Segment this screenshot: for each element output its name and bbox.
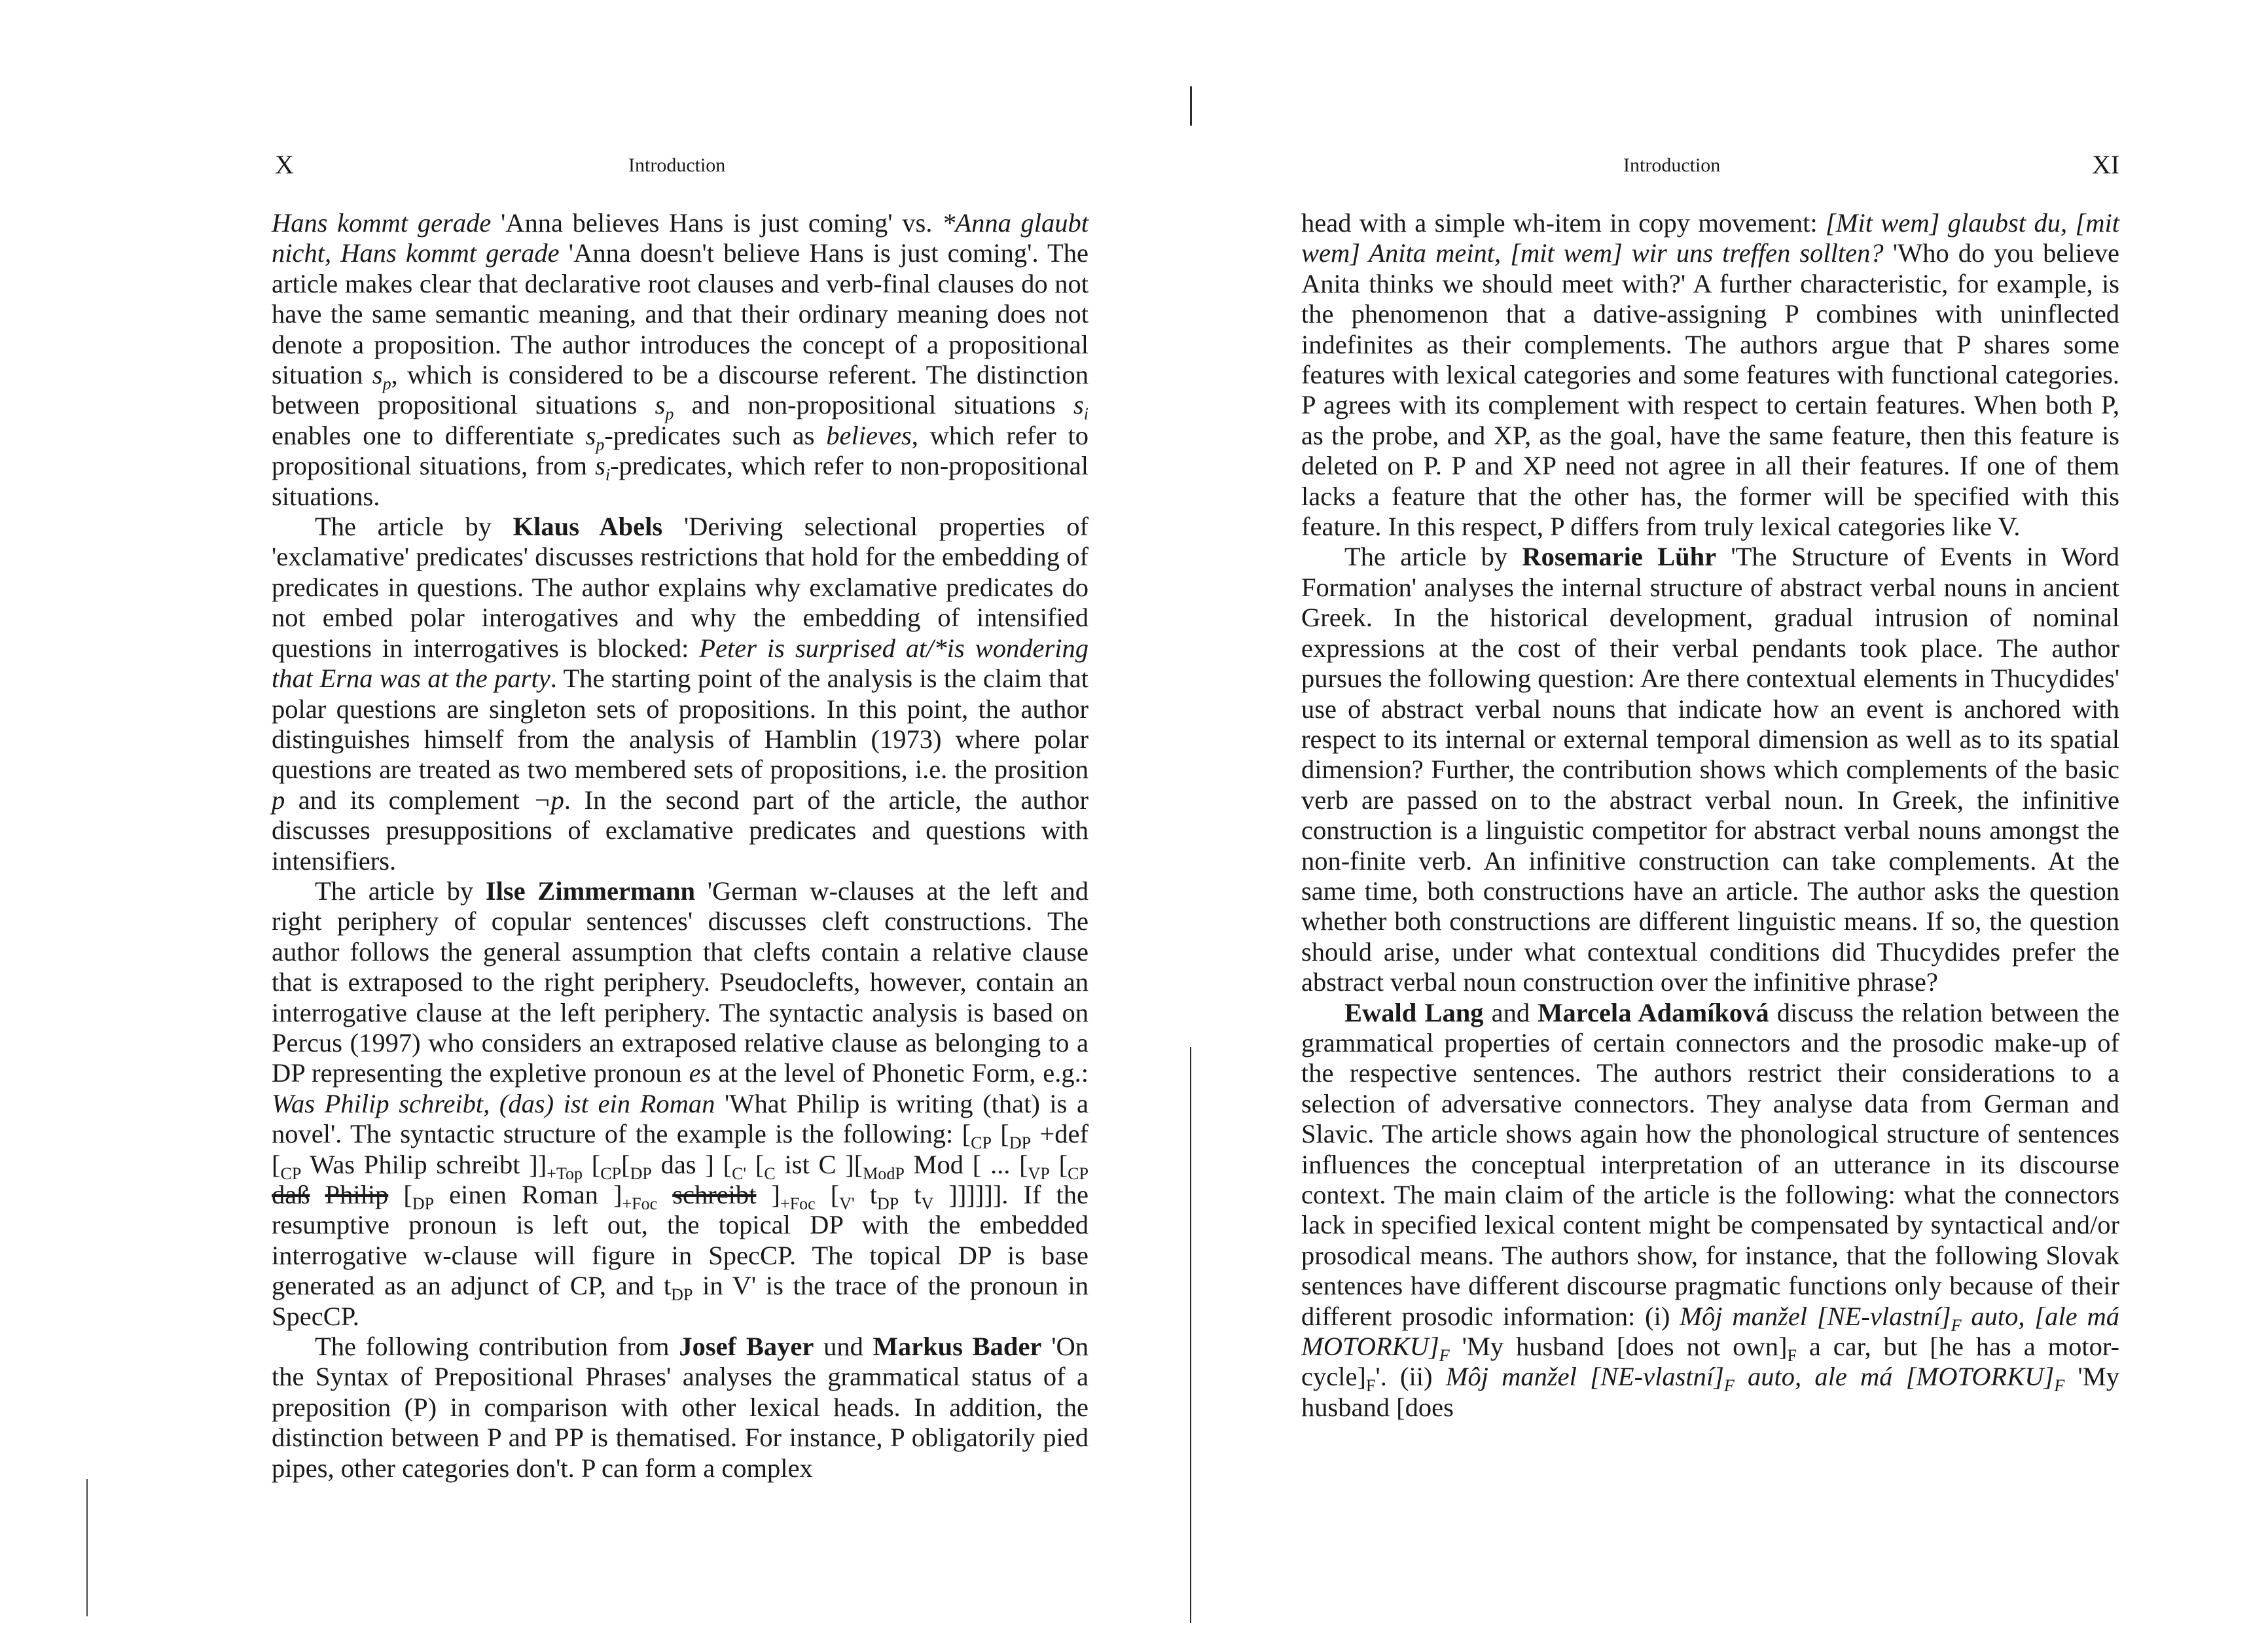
paragraph: The following contribution from Josef Bayer und Markus Bader 'On the Syntax of Prepositional Phrases' analyses the grammatical status of a preposition (P) in comparison with other lexical heads. In addition, the distinction between P and PP is thematised. For instance, P obligatorily pied pipes, other categories don't. P can form a complex [272, 1332, 1089, 1483]
author-name: Markus Bader [873, 1332, 1042, 1362]
running-head: Introduction [628, 154, 726, 176]
scan-edge-mark [86, 1479, 88, 1616]
author-name: Marcela Adamíková [1538, 997, 1769, 1027]
paragraph: Ewald Lang and Marcela Adamíková discuss the relation between the grammatical properties of certain connectors and the prosodic make-up of the respective sentences. The authors restrict their considerations to a selection of adversative connectors. They analyse data from German and Slavic. The article shows again how the phonological structure of sentences influences the conceptual interpretation of an utterance in its discourse context. The main claim of the article is the following: what the connectors lack in specified lexical content might be compensated by syntactical and/or prosodical means. The authors show, for instance, that the following Slovak sentences have different discourse pragmatic functions only because of their different prosodic information: (i) Môj manžel $[NE-vlastní]_F$ auto, [ale má $MOTORKU]_F$ 'My husband [does not $own]_F$ a car, but [he has a motor-$cycle]_F'$. (ii) Môj manžel $[NE-vlastní]_F$ auto, ale má $[MOTORKU]_F$ 'My husband [does [1301, 997, 2120, 1422]
page-number: XI [2092, 150, 2120, 179]
author-name: Rosemarie Lühr [1522, 542, 1717, 572]
paragraph: The article by Rosemarie Lühr 'The Structure of Events in Word Formation' analyses the internal structure of abstract verbal nouns in ancient Greek. In the historical development, gradual intrusion of nominal expressions at the cost of their verbal pendants took place. The author pursues the following question: Are there contextual elements in Thucydides' use of abstract verbal nouns that indicate how an event is anchored with respect to its internal or external temporal dimension as well as to its spatial dimension? Further, the contribution shows which complements of the basic verb are passed on to the abstract verbal noun. In Greek, the infinitive construction is a linguistic competitor for abstract verbal nouns amongst the non-finite verb. An infinitive construction can take complements. At the same time, both constructions have an article. The author asks the question whether both constructions are different linguistic means. If so, the question should arise, under what contextual conditions did Thucydides prefer the abstract verbal noun construction over the infinitive phrase? [1301, 542, 2120, 997]
body-text [272, 208, 1089, 1483]
page-number: X [275, 150, 294, 179]
paragraph: The article by Klaus Abels 'Deriving selectional properties of 'exclamative' predicates' discusses restrictions that hold for the embedding of predicates in questions. The author explains why exclamative predicates do not embed polar interogatives and why the embedding of intensified questions in interrogatives is blocked: Peter is surprised at/*is wondering that Erna was at the party. The starting point of the analysis is the claim that polar questions are singleton sets of propositions. In this point, the author distinguishes himself from the analysis of Hamblin (1973) where polar questions are treated as two membered sets of propositions, i.e. the prosition p and its complement ¬p. In the second part of the article, the author discusses presuppositions of exclamative predicates and questions with intensifiers. [272, 512, 1089, 876]
running-head: Introduction [1623, 154, 1721, 176]
author-name: Ilse Zimmermann [485, 876, 696, 906]
paragraph: head with a simple wh-item in copy movement: [Mit wem] glaubst du, [mit wem] Anita meint, [mit wem] wir uns treffen sollten? 'Who do you believe Anita thinks we should meet with?' A further characteristic, for example, is the phenomenon that a dative-assigning P combines with uninflected indefinites as their complements. The authors argue that P shares some features with lexical categories and some features with functional categories. P agrees with its complement with respect to certain features. When both P, as the probe, and XP, as the goal, have the same feature, then this feature is deleted on P. P and XP need not agree in all their features. If one of them lacks a feature that the other has, the former will be specified with this feature. In this respect, P differs from truly lexical categories like V. [1301, 208, 2119, 542]
author-name: Klaus Abels [513, 512, 663, 542]
paragraph: The article by Ilse Zimmermann 'German w-clauses at the left and right periphery of copular sentences' discusses cleft constructions. The author follows the general assumption that clefts contain a relative clause that is extraposed to the right periphery. Pseudoclefts, however, contain an interrogative clause at the left periphery. The syntactic analysis is based on Percus (1997) who considers an extraposed relative clause as belonging to a DP representing the expletive pronoun es at the level of Phonetic Form, e.g.: Was Philip schreibt, (das) ist ein Roman 'What Philip is writing (that) is a novel'. The syntactic structure of the example is the following: [$_{CP}$ [$_{DP} +def$ [$_{CP}$ Was Philip schreibt ]]$_{+Top}$ [$_{CP}[_{DP}$ das ] [$_{C'}$ [$_C$ ist C ][$_{ModP}$ Mod [ ... [$_{VP}$ [$_{CP}$ daß Philip [$_{DP}$ einen Roman ]$_{+Foc}$ schreibt ]$_{+Foc}$ [$_{V'}$ $t_{DP}$ $t_V$ ]]]]]]. If the resumptive pronoun is left out, the topical DP with the embedded interrogative w-clause will figure in SpecCP. The topical DP is base generated as an adjunct of CP, and $t_{DP}$ in V' is the trace of the pronoun in SpecCP. [272, 876, 1089, 1331]
body-text [1301, 208, 2119, 1423]
paragraph: Hans kommt gerade 'Anna believes Hans is just coming' vs. *Anna glaubt nicht, Hans kommt gerade 'Anna doesn't believe Hans is just coming'. The article makes clear that declarative root clauses and verb-final clauses do not have the same semantic meaning, and that their ordinary meaning does not denote a proposition. The author introduces the concept of a propositional situation $s_p$, which is considered to be a discourse referent. The distinction between propositional situations $s_p$ and non-propositional situations $s_i$ enables one to differentiate $s_p$-predicates such as believes, which refer to propositional situations, from $s_i$-predicates, which refer to non-propositional situations. [272, 208, 1089, 511]
author-name: Ewald Lang [1344, 997, 1484, 1027]
author-name: Josef Bayer [679, 1332, 814, 1362]
